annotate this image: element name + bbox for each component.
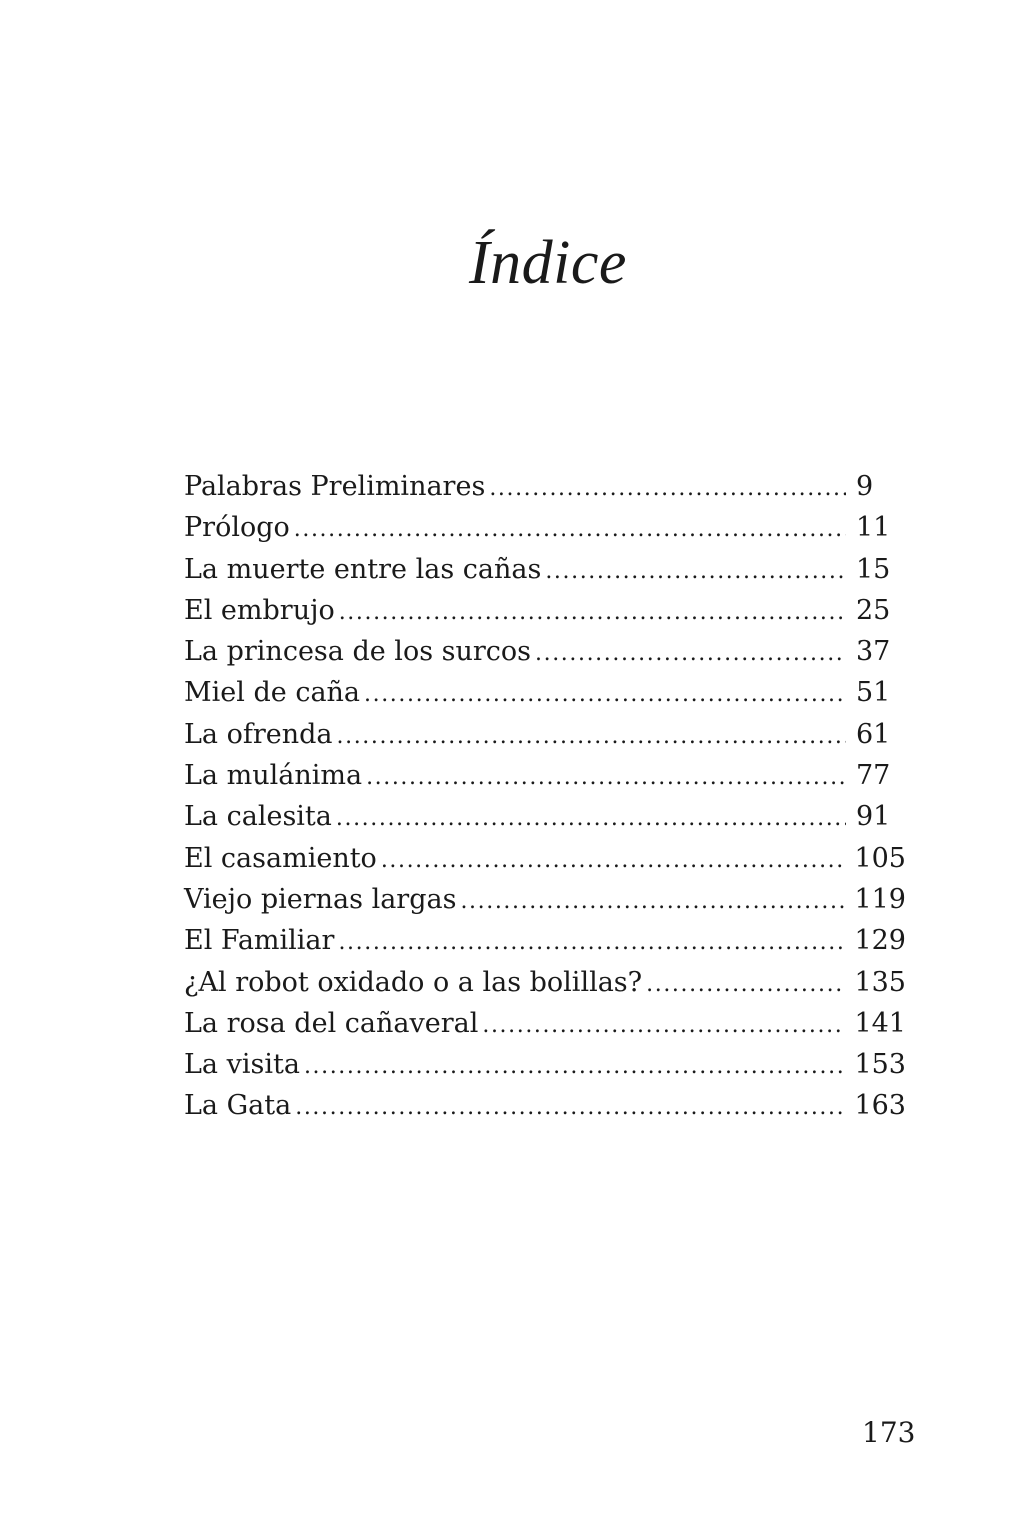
toc-dot-leader xyxy=(304,1046,845,1087)
toc-entry xyxy=(184,672,906,713)
toc-entry-page: 135 xyxy=(854,966,906,998)
toc-entry-page: 25 xyxy=(856,594,891,626)
toc-entry xyxy=(184,631,906,672)
toc-entry-title: La visita xyxy=(184,1049,300,1081)
page-title: Índice xyxy=(469,229,627,297)
toc-entry-title: La calesita xyxy=(184,801,332,833)
toc-entry xyxy=(184,590,906,631)
toc-dot-leader xyxy=(294,509,846,550)
toc-entry-page: 61 xyxy=(856,718,891,750)
toc-entry-title: Viejo piernas largas xyxy=(184,883,457,915)
page-number: 173 xyxy=(862,1416,916,1449)
toc-entry-page: 91 xyxy=(856,801,891,833)
toc-entry xyxy=(184,549,906,590)
toc-entry xyxy=(184,1085,906,1126)
toc-entry-title: Prólogo xyxy=(184,512,290,544)
toc-entry-title: Palabras Preliminares xyxy=(184,471,486,502)
toc-entry-title: La mulánima xyxy=(184,760,363,792)
toc-entry xyxy=(184,838,906,879)
toc-entry-page: 15 xyxy=(856,553,891,585)
toc-dot-leader xyxy=(381,840,845,881)
toc-entry xyxy=(184,962,906,1003)
toc-entry xyxy=(184,1044,906,1085)
table-of-contents xyxy=(184,466,906,1127)
toc-entry xyxy=(184,507,906,548)
toc-entry-page: 119 xyxy=(854,883,906,915)
toc-entry-page: 77 xyxy=(856,760,891,792)
toc-dot-leader xyxy=(295,1087,844,1128)
toc-entry xyxy=(184,920,906,961)
toc-dot-leader xyxy=(337,716,846,757)
toc-dot-leader xyxy=(460,881,844,922)
toc-entry xyxy=(184,879,906,920)
toc-entry xyxy=(184,796,906,837)
toc-entry-title: La ofrenda xyxy=(184,718,333,750)
toc-dot-leader xyxy=(336,798,846,839)
toc-dot-leader xyxy=(646,964,844,1005)
toc-entry-title: Miel de caña xyxy=(184,677,361,709)
toc-dot-leader xyxy=(339,592,846,633)
toc-entry-page: 51 xyxy=(856,677,891,709)
toc-entry xyxy=(184,466,906,507)
toc-entry-page: 129 xyxy=(854,925,906,957)
toc-dot-leader xyxy=(482,1005,844,1046)
toc-dot-leader xyxy=(338,922,844,963)
toc-dot-leader xyxy=(364,674,846,715)
toc-entry-page: 141 xyxy=(854,1007,906,1039)
toc-dot-leader xyxy=(366,757,846,798)
toc-entry-title: El casamiento xyxy=(184,842,377,874)
toc-dot-leader xyxy=(545,551,846,592)
toc-entry-title: El embrujo xyxy=(184,594,335,626)
toc-entry-title: La Gata xyxy=(184,1090,292,1122)
toc-entry-page: 37 xyxy=(856,636,891,668)
toc-entry xyxy=(184,755,906,796)
toc-entry-page: 11 xyxy=(856,512,891,544)
toc-entry xyxy=(184,1003,906,1044)
toc-entry-page: 153 xyxy=(854,1049,906,1081)
toc-entry-page: 105 xyxy=(854,842,906,874)
toc-entry-title: El Familiar xyxy=(184,925,335,957)
toc-entry xyxy=(184,714,906,755)
toc-entry-title: ¿Al robot oxidado o a las bolillas? xyxy=(184,966,643,998)
toc-dot-leader xyxy=(535,633,846,674)
toc-entry-title: La muerte entre las cañas xyxy=(184,553,542,585)
toc-dot-leader xyxy=(489,468,846,509)
toc-entry-page: 9 xyxy=(856,471,874,502)
toc-entry-title: La rosa del cañaveral xyxy=(184,1007,479,1039)
toc-entry-title: La princesa de los surcos xyxy=(184,636,532,668)
toc-entry-page: 163 xyxy=(854,1090,906,1122)
